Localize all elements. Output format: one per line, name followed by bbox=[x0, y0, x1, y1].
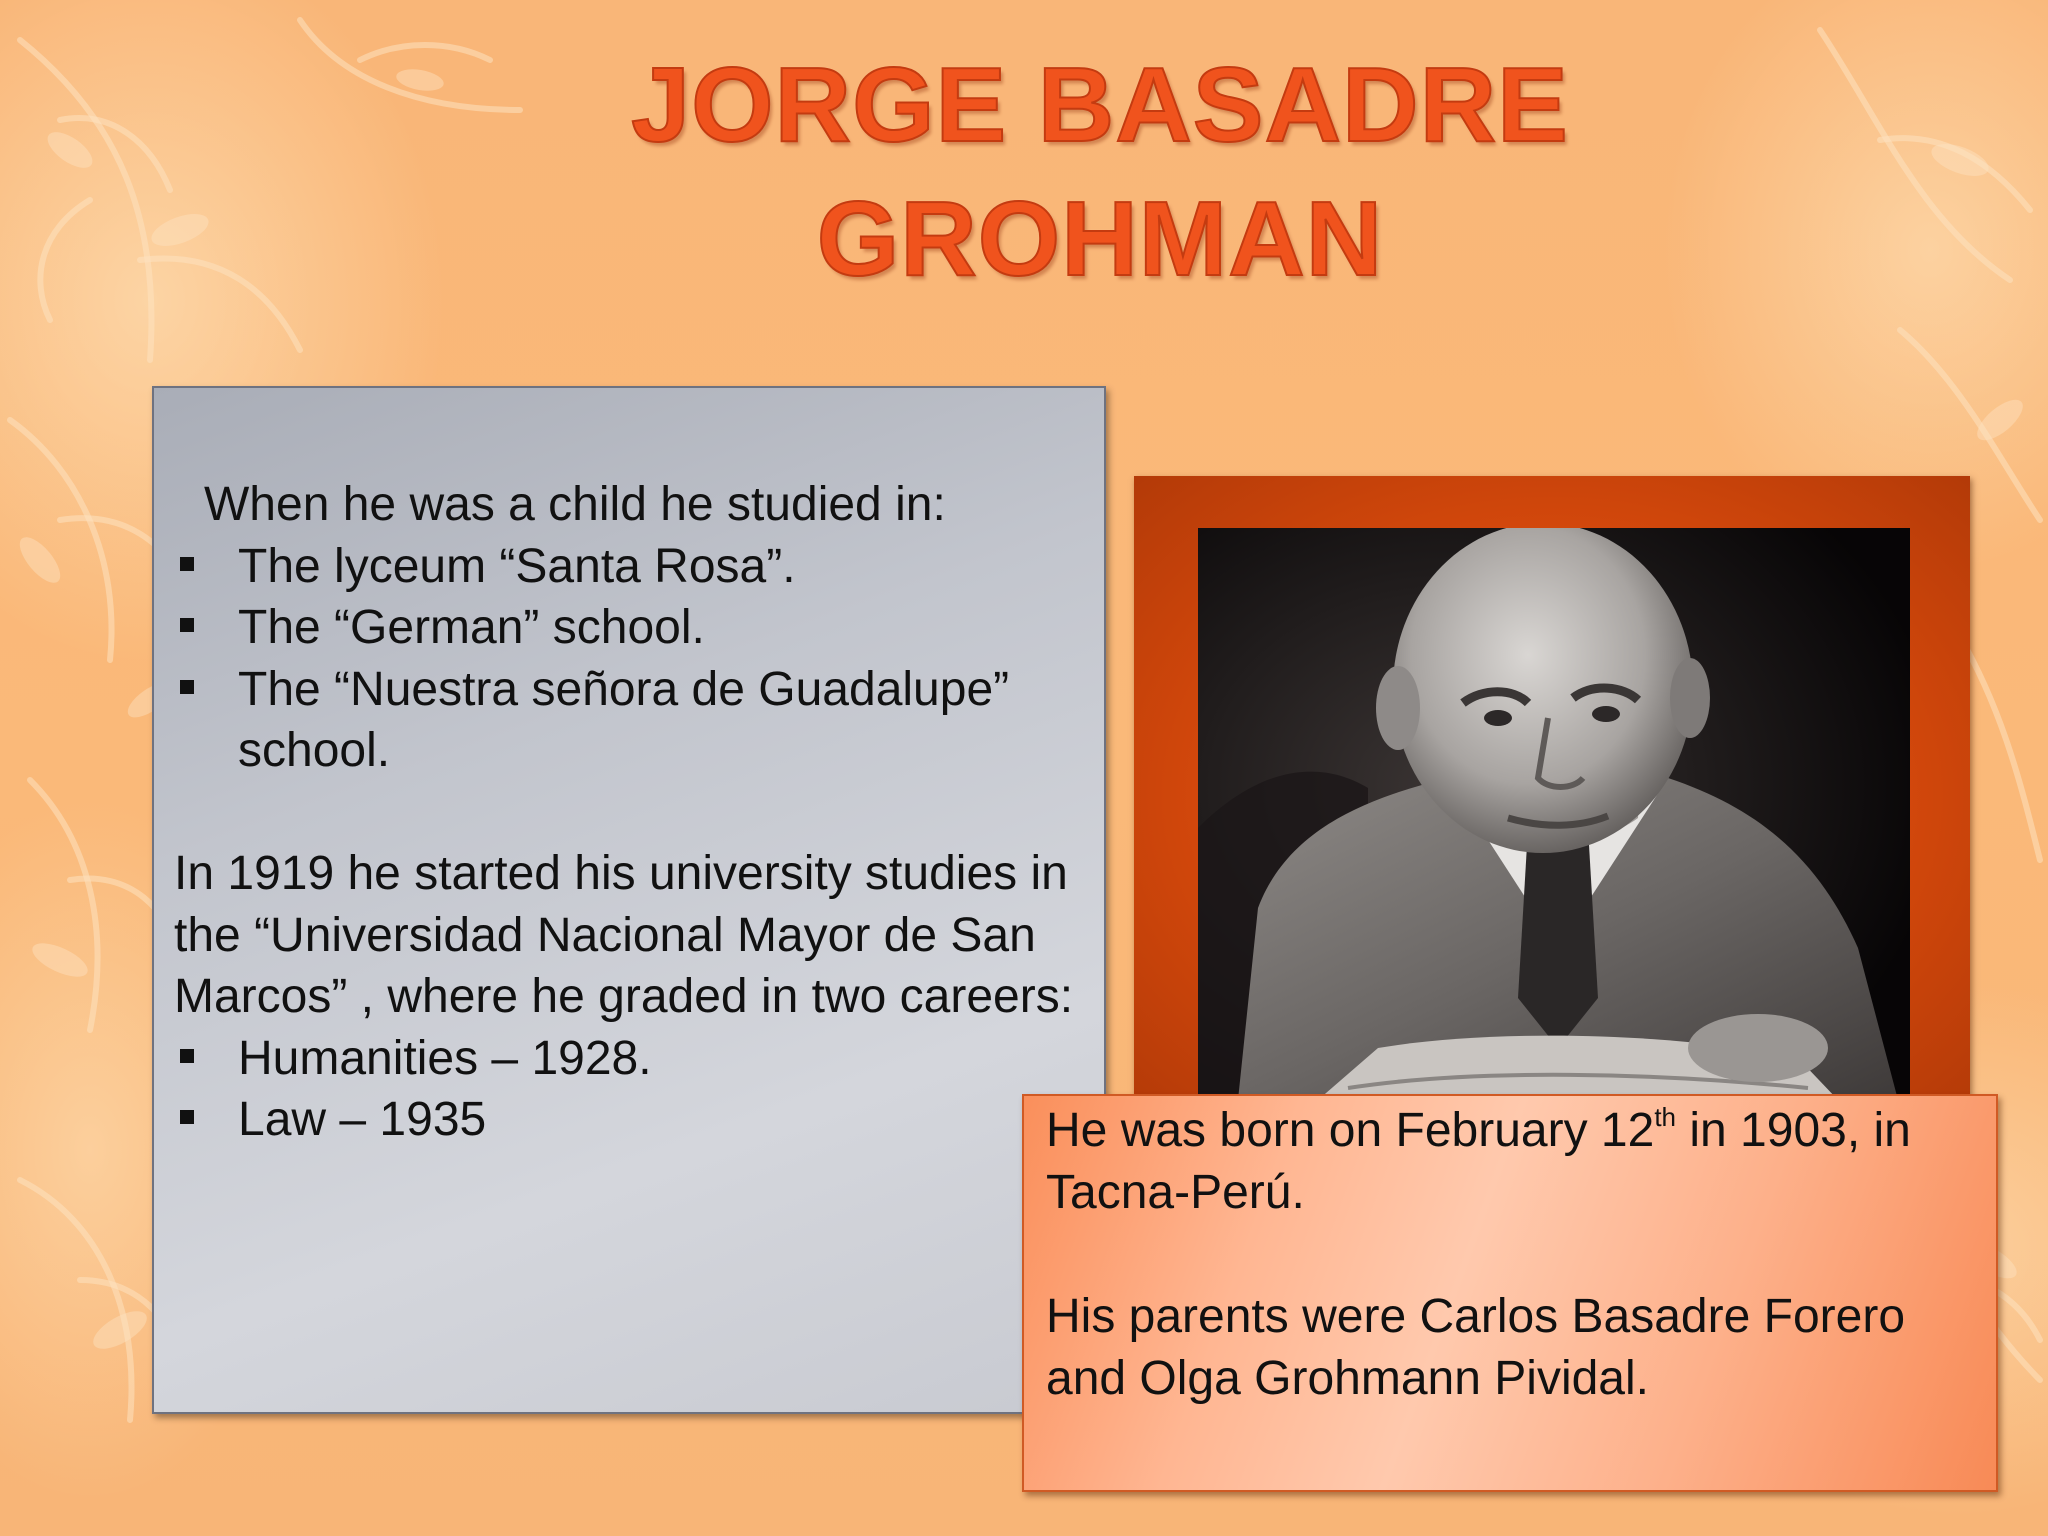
university-paragraph: In 1919 he started his university studies in the “Universidad Nacional Mayor de San Marcos” , where he graded in two careers: bbox=[174, 847, 1074, 1023]
career-list-item bbox=[174, 1028, 1094, 1090]
birth-paragraph bbox=[1046, 1100, 1986, 1224]
career-name: Law – 1935 bbox=[238, 1093, 487, 1146]
square-bullet-icon bbox=[180, 1110, 194, 1124]
education-text bbox=[174, 474, 1094, 1151]
school-name: The lyceum “Santa Rosa”. bbox=[238, 539, 796, 593]
school-list-item bbox=[174, 659, 1094, 782]
title-line-2: GROHMAN bbox=[816, 180, 1384, 298]
birth-text-start: He was born on February 12 bbox=[1046, 1104, 1655, 1157]
title-line-1: JORGE BASADRE bbox=[631, 46, 1569, 164]
career-name: Humanities – 1928. bbox=[238, 1031, 652, 1085]
education-text-box bbox=[152, 386, 1106, 1414]
school-list-item bbox=[174, 597, 1094, 659]
birth-superscript: th bbox=[1654, 1102, 1677, 1132]
portrait-illustration bbox=[1198, 528, 1910, 1100]
slide-title bbox=[500, 38, 1700, 306]
career-list-item bbox=[174, 1089, 1094, 1151]
square-bullet-icon bbox=[180, 1049, 194, 1063]
square-bullet-icon bbox=[180, 557, 194, 571]
birth-info-box bbox=[1022, 1094, 1998, 1492]
portrait-photo bbox=[1198, 528, 1910, 1100]
parents-paragraph: His parents were Carlos Basadre Forero and Olga Grohmann Pividal. bbox=[1046, 1290, 1906, 1405]
birth-text-end: in 1903, in Tacna-Perú. bbox=[1046, 1104, 1911, 1219]
school-list-item bbox=[174, 536, 1094, 598]
portrait-frame bbox=[1134, 476, 1970, 1116]
birth-info-text bbox=[1046, 1100, 1986, 1410]
school-name: The “Nuestra señora de Guadalupe” school. bbox=[238, 662, 1010, 777]
school-name: The “German” school. bbox=[238, 601, 705, 654]
education-intro: When he was a child he studied in: bbox=[204, 478, 946, 531]
square-bullet-icon bbox=[180, 618, 194, 632]
square-bullet-icon bbox=[180, 680, 194, 694]
